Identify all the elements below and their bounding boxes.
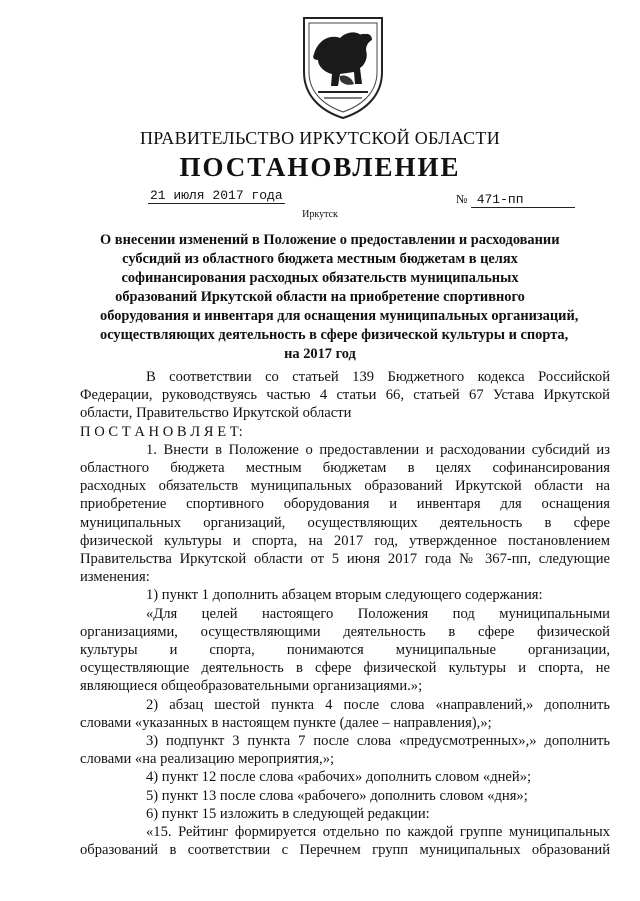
body-line: 1) пункт 1 дополнить абзацем вторым следующего содержания: (146, 587, 543, 604)
body-line: словами «на реализацию мероприятия,»; (80, 751, 335, 768)
body-line: областного бюджета местным бюджетам в целях софинансирования (80, 460, 610, 477)
subject-line: софинансирования расходных обязательств муниципальных (121, 270, 519, 286)
document-number (456, 191, 575, 208)
document-date (148, 188, 285, 203)
body-line: образований в соответствии с Перечнем групп муниципальных образований (80, 842, 610, 859)
body-line: 6) пункт 15 изложить в следующей редакции: (146, 805, 430, 822)
body-line: культуры и спорта, понимаются муниципальные организации, (80, 642, 610, 659)
number-label: № (456, 192, 468, 206)
body-line: осуществляющие деятельность в сфере физической культуры и спорта, не (80, 660, 610, 677)
body-line: расходных обязательств муниципальных образований Иркутской области на (80, 478, 610, 495)
city-name: Иркутск (302, 209, 338, 220)
body-line: Федерации, руководствуясь частью 4 статьи 66, статьей 67 Устава Иркутской (80, 387, 610, 404)
body-line: 4) пункт 12 после слова «рабочих» дополнить словом «дней»; (146, 769, 532, 786)
body-line: Правительства Иркутской области от 5 июня 2017 года № 367-пп, следующие (80, 551, 610, 568)
number-value: 471-пп (471, 192, 575, 208)
body-line: изменения: (80, 569, 150, 586)
subject-line: образований Иркутской области на приобретение спортивного (115, 289, 525, 305)
irkutsk-coat-of-arms-icon (300, 14, 386, 120)
government-name: ПРАВИТЕЛЬСТВО ИРКУТСКОЙ ОБЛАСТИ (139, 128, 501, 148)
date-value: 21 июля 2017 года (150, 188, 283, 203)
body-line: 5) пункт 13 после слова «рабочего» дополнить словом «дня»; (146, 787, 528, 804)
body-line: 2) абзац шестой пункта 4 после слова «направлений,» дополнить (146, 696, 610, 713)
body-line: «15. Рейтинг формируется отдельно по каждой группе муниципальных (146, 824, 610, 841)
document-subject (100, 231, 579, 364)
subject-line: на 2017 год (284, 346, 356, 362)
body-line: «Для целей настоящего Положения под муниципальными (146, 605, 610, 622)
body-line: организациями, осуществляющими деятельность в сфере физической (80, 623, 610, 640)
subject-line: субсидий из областного бюджета местным бюджетам в целях (122, 251, 518, 267)
body-line: физической культуры и спорта, на 2017 год, утвержденное постановлением (80, 532, 610, 549)
resolution-keyword: П О С Т А Н О В Л Я Е Т: (80, 423, 243, 440)
body-line: словами «указанных в настоящем пункте (далее – направления),»; (80, 714, 492, 731)
body-line: приобретение спортивного оборудования и инвентаря для оснащения (80, 496, 610, 513)
body-line: 1. Внести в Положение о предоставлении и расходовании субсидий из (146, 441, 610, 458)
body-line: области, Правительство Иркутской области (80, 405, 352, 422)
body-line: муниципальных организаций, осуществляющих деятельность в сфере (80, 514, 610, 531)
document-type-title: ПОСТАНОВЛЕНИЕ (179, 152, 461, 182)
body-line: В соответствии со статьей 139 Бюджетного кодекса Российской (146, 369, 610, 385)
document-body (80, 368, 610, 859)
body-line: 3) подпункт 3 пункта 7 после слова «предусмотренных»,» дополнить (146, 733, 610, 750)
subject-line: оборудования и инвентаря для оснащения муниципальных организаций, (100, 308, 579, 324)
subject-line: О внесении изменений в Положение о предоставлении и расходовании (100, 232, 560, 248)
body-line: являющиеся общеобразовательными организациями.»; (80, 678, 423, 695)
subject-line: осуществляющих деятельность в сфере физической культуры и спорта, (100, 327, 569, 343)
